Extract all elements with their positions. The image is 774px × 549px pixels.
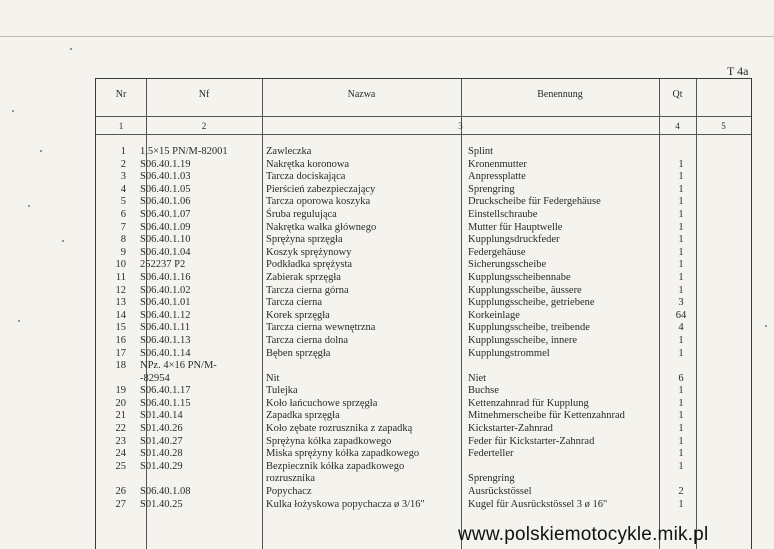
- cell-nf: S06.40.1.13: [140, 334, 191, 346]
- cell-nr: 3: [120, 171, 126, 183]
- table-row: [96, 499, 751, 512]
- cell-qt: 1: [678, 498, 684, 510]
- cell-nazwa: Nakrętka wałka głównego: [266, 221, 377, 233]
- colnum-3: 3: [458, 121, 463, 131]
- page-tag: T 4a: [727, 64, 749, 78]
- cell-qt: 6: [678, 372, 684, 384]
- cell-nr: 8: [120, 234, 126, 246]
- table-body: [96, 146, 751, 511]
- cell-nr: 16: [115, 334, 126, 346]
- table-row: [96, 196, 751, 209]
- table-row: [96, 385, 751, 398]
- cell-nf: S06.40.1.04: [140, 246, 191, 258]
- cell-qt: 1: [678, 460, 684, 472]
- cell-nf: 1,5×15 PN/M-82001: [140, 146, 228, 157]
- cell-benennung: Anpressplatte: [468, 171, 526, 183]
- scan-speck: [40, 150, 42, 152]
- cell-benennung: Sprengring: [468, 473, 515, 485]
- cell-nazwa: rozrusznika: [266, 473, 315, 485]
- cell-qt: 1: [678, 397, 684, 409]
- cell-nf: S06.40.1.10: [140, 234, 191, 246]
- cell-benennung: Kupplungsscheibe, getriebene: [468, 297, 595, 309]
- cell-benennung: Niet: [468, 372, 487, 384]
- cell-benennung: Kupplungsdruckfeder: [468, 234, 560, 246]
- cell-qt: 1: [678, 347, 684, 359]
- cell-nr: 11: [115, 271, 126, 283]
- cell-nazwa: Bęben sprzęgła: [266, 347, 331, 359]
- cell-qt: 1: [678, 435, 684, 447]
- table-row: [96, 247, 751, 260]
- table-row: [96, 171, 751, 184]
- colnum-5: 5: [721, 121, 726, 131]
- table-row: [96, 473, 751, 486]
- cell-nr: 10: [115, 259, 126, 271]
- cell-nf: S01.40.27: [140, 435, 183, 447]
- cell-nr: 7: [120, 221, 126, 233]
- cell-nr: 25: [115, 460, 126, 472]
- cell-benennung: Buchse: [468, 385, 499, 397]
- cell-nf: S06.40.1.14: [140, 347, 191, 359]
- cell-nazwa: Nit: [266, 372, 280, 384]
- scan-top-edge-line: [0, 36, 774, 37]
- cell-qt: 1: [678, 221, 684, 233]
- cell-nr: 14: [115, 309, 126, 321]
- cell-nr: 1: [120, 146, 126, 157]
- cell-benennung: Kupplungsscheibe, treibende: [468, 322, 590, 334]
- cell-nf: S06.40.1.15: [140, 397, 191, 409]
- cell-nr: 23: [115, 435, 126, 447]
- cell-nazwa: Koło łańcuchowe sprzęgła: [266, 397, 378, 409]
- cell-qt: 1: [678, 171, 684, 183]
- cell-benennung: Kupplungstrommel: [468, 347, 550, 359]
- cell-nr: 13: [115, 297, 126, 309]
- cell-nazwa: Zabierak sprzęgła: [266, 271, 341, 283]
- cell-nr: 4: [120, 183, 126, 195]
- site-watermark: www.polskiemotocykle.mik.pl: [458, 524, 709, 545]
- cell-nf: 252237 P2: [140, 259, 186, 271]
- table-row: [96, 259, 751, 272]
- cell-nf: S06.40.1.02: [140, 284, 191, 296]
- table-row: [96, 322, 751, 335]
- cell-nazwa: Koszyk sprężynowy: [266, 246, 352, 258]
- cell-nazwa: Śruba regulująca: [266, 208, 337, 220]
- cell-nr: 21: [115, 410, 126, 422]
- cell-nazwa: Sprężyna kółka zapadkowego: [266, 435, 392, 447]
- cell-nr: 17: [115, 347, 126, 359]
- table-row: [96, 398, 751, 411]
- cell-qt: 1: [678, 246, 684, 258]
- cell-nf: S06.40.1.16: [140, 271, 191, 283]
- table-row: [96, 360, 751, 373]
- cell-nf: S01.40.29: [140, 460, 183, 472]
- table-row: [96, 436, 751, 449]
- cell-nazwa: Podkładka sprężysta: [266, 259, 353, 271]
- cell-qt: 1: [678, 234, 684, 246]
- cell-benennung: Sicherungsscheibe: [468, 259, 547, 271]
- parts-table: [95, 78, 752, 549]
- table-row: [96, 209, 751, 222]
- cell-nazwa: Miska sprężyny kółka zapadkowego: [266, 448, 420, 460]
- cell-nf: S06.40.1.05: [140, 183, 191, 195]
- table-row: [96, 222, 751, 235]
- colnum-2: 2: [201, 121, 207, 131]
- scan-speck: [28, 205, 30, 207]
- table-row: [96, 373, 751, 386]
- cell-nazwa: Tarcza dociskająca: [266, 171, 346, 183]
- cell-nazwa: Zawleczka: [266, 146, 312, 157]
- cell-qt: 4: [678, 322, 684, 334]
- cell-nf: S01.40.14: [140, 410, 183, 422]
- cell-nr: 19: [115, 385, 126, 397]
- cell-nr: 20: [115, 397, 126, 409]
- colnum-4: 4: [675, 121, 680, 131]
- table-row: [96, 234, 751, 247]
- cell-benennung: Kupplungsscheibe, äussere: [468, 284, 582, 296]
- scan-speck: [18, 320, 20, 322]
- cell-nazwa: Bezpiecznik kółka zapadkowego: [266, 460, 405, 472]
- cell-benennung: Kronenmutter: [468, 158, 527, 170]
- cell-nf: S01.40.26: [140, 423, 183, 435]
- cell-nazwa: Tarcza cierna górna: [266, 284, 349, 296]
- cell-nr: 24: [115, 448, 126, 460]
- cell-nr: 15: [115, 322, 126, 334]
- cell-benennung: Federgehäuse: [468, 246, 526, 258]
- header-nazwa: Nazwa: [347, 89, 376, 100]
- cell-nr: 2: [120, 158, 126, 170]
- cell-qt: 1: [678, 259, 684, 271]
- cell-nr: 18: [115, 360, 126, 372]
- cell-nazwa: Tarcza cierna: [266, 297, 323, 309]
- cell-qt: 64: [675, 309, 687, 321]
- cell-benennung: Federteller: [468, 448, 514, 460]
- cell-benennung: Sprengring: [468, 183, 515, 195]
- cell-nazwa: Tarcza oporowa koszyka: [266, 196, 371, 208]
- table-row: [96, 297, 751, 310]
- header-qt: Qt: [672, 89, 683, 100]
- table-row: [96, 159, 751, 172]
- cell-benennung: Mutter für Hauptwelle: [468, 221, 563, 233]
- cell-qt: 2: [678, 486, 684, 498]
- table-row: [96, 285, 751, 298]
- cell-qt: 1: [678, 448, 684, 460]
- cell-nr: 26: [115, 486, 126, 498]
- cell-benennung: Kupplungsscheibennabe: [468, 271, 571, 283]
- cell-qt: 1: [678, 334, 684, 346]
- scan-speck: [62, 240, 64, 242]
- cell-qt: 1: [678, 385, 684, 397]
- table-row: [96, 310, 751, 323]
- cell-nf: NPz. 4×16 PN/M-: [140, 360, 217, 372]
- cell-nr: 27: [115, 498, 126, 510]
- cell-nazwa: Zapadka sprzęgła: [266, 410, 340, 422]
- cell-benennung: Kupplungsscheibe, innere: [468, 334, 578, 346]
- cell-qt: 1: [678, 208, 684, 220]
- cell-benennung: Splint: [468, 146, 494, 157]
- cell-nf: S06.40.1.01: [140, 297, 191, 309]
- table-row: [96, 146, 751, 159]
- cell-nf: S01.40.25: [140, 498, 183, 510]
- cell-qt: 1: [678, 410, 684, 422]
- colnum-rule: [96, 134, 751, 135]
- cell-nf: S06.40.1.09: [140, 221, 191, 233]
- cell-qt: 1: [678, 284, 684, 296]
- cell-nazwa: Tarcza cierna dolna: [266, 334, 349, 346]
- cell-nf: S06.40.1.12: [140, 309, 191, 321]
- scan-speck: [12, 110, 14, 112]
- cell-nazwa: Korek sprzęgła: [266, 309, 330, 321]
- cell-benennung: Mitnehmerscheibe für Kettenzahnrad: [468, 410, 625, 422]
- cell-nazwa: Koło zębate rozrusznika z zapadką: [266, 423, 413, 435]
- cell-nr: 6: [120, 208, 126, 220]
- cell-nf: S01.40.28: [140, 448, 183, 460]
- cell-qt: 1: [678, 183, 684, 195]
- cell-nf: S06.40.1.03: [140, 171, 191, 183]
- header-nr: Nr: [115, 89, 127, 100]
- cell-nf: S06.40.1.17: [140, 385, 191, 397]
- table-row: [96, 335, 751, 348]
- table-row: [96, 423, 751, 436]
- cell-nazwa: Popychacz: [266, 486, 312, 498]
- cell-nr: 9: [120, 246, 126, 258]
- table-row: [96, 486, 751, 499]
- cell-qt: 1: [678, 271, 684, 283]
- cell-benennung: Kickstarter-Zahnrad: [468, 423, 553, 435]
- cell-benennung: Korkeinlage: [468, 309, 520, 321]
- table-row: [96, 410, 751, 423]
- colnum-1: 1: [118, 121, 124, 131]
- cell-benennung: Kugel für Ausrückstössel 3 ø 16": [468, 498, 608, 510]
- cell-nf: S06.40.1.11: [140, 322, 191, 334]
- header-benennung: Benennung: [537, 89, 583, 100]
- table-row: [96, 448, 751, 461]
- cell-benennung: Feder für Kickstarter-Zahnrad: [468, 435, 595, 447]
- scan-speck: [70, 48, 72, 50]
- cell-nr: 22: [115, 423, 126, 435]
- cell-nf: S06.40.1.19: [140, 158, 191, 170]
- cell-nazwa: Tarcza cierna wewnętrzna: [266, 322, 376, 334]
- cell-nazwa: Sprężyna sprzęgła: [266, 234, 343, 246]
- cell-nazwa: Pierścień zabezpieczający: [266, 183, 376, 195]
- cell-benennung: Kettenzahnrad für Kupplung: [468, 397, 589, 409]
- cell-nf: S06.40.1.06: [140, 196, 191, 208]
- header-nf: Nf: [198, 89, 210, 100]
- scan-speck: [765, 325, 767, 327]
- cell-benennung: Einstellschraube: [468, 208, 538, 220]
- cell-nf: S06.40.1.07: [140, 208, 191, 220]
- cell-nazwa: Nakrętka koronowa: [266, 158, 350, 170]
- table-row: [96, 461, 751, 474]
- cell-qt: 1: [678, 158, 684, 170]
- cell-nf: -82954: [140, 372, 170, 384]
- table-row: [96, 184, 751, 197]
- table-row: [96, 272, 751, 285]
- cell-nazwa: Kulka łożyskowa popychacza ø 3/16": [266, 498, 425, 510]
- cell-nr: 12: [115, 284, 126, 296]
- cell-nazwa: Tulejka: [266, 385, 298, 397]
- cell-qt: 1: [678, 196, 684, 208]
- header-rule: [96, 116, 751, 117]
- cell-benennung: Druckscheibe für Federgehäuse: [468, 196, 601, 208]
- cell-qt: 1: [678, 423, 684, 435]
- cell-nr: 5: [120, 196, 126, 208]
- table-row: [96, 348, 751, 361]
- cell-nf: S06.40.1.08: [140, 486, 191, 498]
- cell-qt: 3: [678, 297, 684, 309]
- cell-benennung: Ausrückstössel: [468, 486, 532, 498]
